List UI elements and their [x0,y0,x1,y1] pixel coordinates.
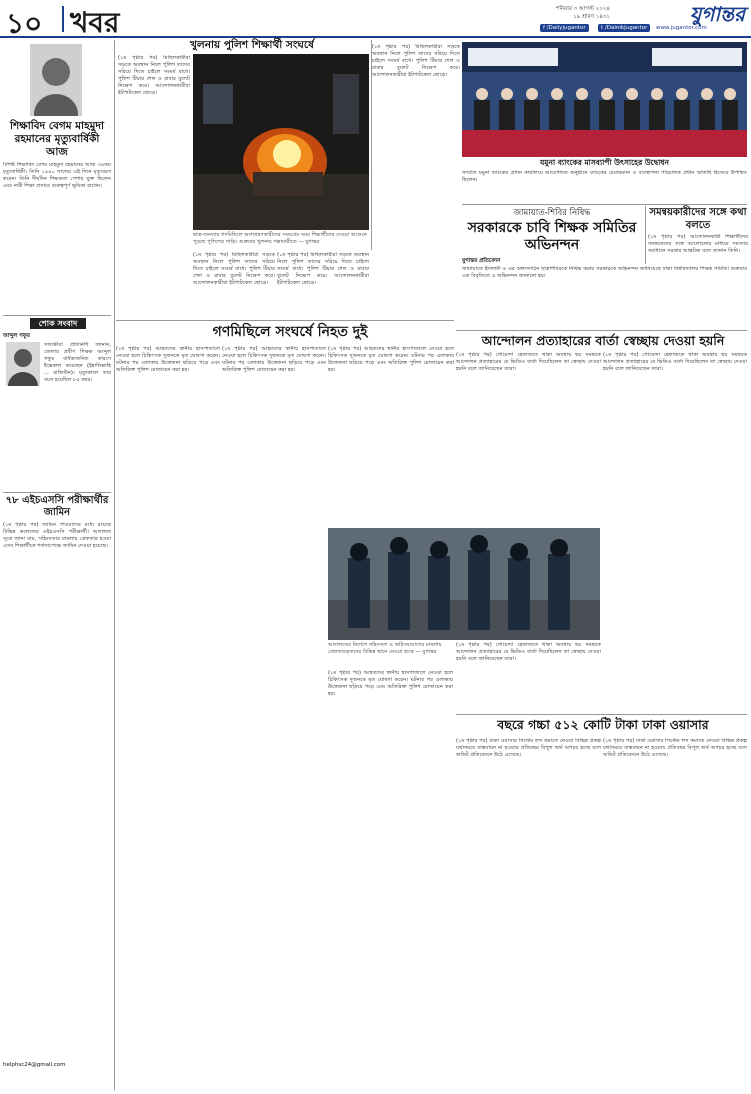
obituary-portrait [30,44,82,116]
portrait-silhouette [30,44,82,116]
khulna-caption: ছাত্র-জনতার গণমিছিলে অংশগ্রহণকারীদের সংঘর্ষের সময় শিক্ষার্থীদের দেওয়া আগুনে পুড়ছে পুলিশের গাড়ি। শুক্রবার খুলনায় গল্লামারীতে — যুগান্তর [193,232,367,245]
khulna-fire-photo [193,54,369,230]
section-title: খবর [70,6,120,39]
khulna-body-cont: (১ম পৃষ্ঠার পর) মিছিলকারীরা সড়কে অবস্থান নিলে পুলিশ তাদের সরিয়ে দিতে চাইলে সংঘর্ষ বাধে। পুলিশ টিয়ার শেল ও রাবার বুলেট নিক্ষেপ করে। আন্দোলনকারীরা ইটপাটকেল ছোড়ে। [372,44,460,78]
twitter-icon: t [601,25,605,31]
condolence-portrait [6,342,40,386]
hsc-bail-body: (১ম পৃষ্ঠার পর) জামিন পাওয়াদের মধ্যে রয়েছে বিভিন্ন কলেজের এইচএসসি পরীক্ষার্থী। আদালত সূত্রে জানা যায়, সহিংসতার মামলায় গ্রেফতার হওয়া এসব শিক্ষার্থীকে শর্তসাপেক্ষে জামিন দেওয়া হয়েছে। [3,522,111,549]
jamaat-byline: যুগান্তর প্রতিবেদন [462,258,501,264]
page-number: ১০ [6,7,43,40]
jamaat-title: সরকারকে চাবি শিক্ষক সমিতির অভিনন্দন [467,220,637,253]
masthead-logo: যুগান্তর [689,2,745,26]
issue-date [440,5,610,21]
divider [3,492,111,493]
protest-title: আন্দোলন প্রত্যাহারের বার্তা স্বেচ্ছায় দেওয়া হয়নি [481,333,725,348]
wasa-body-cont: (১ম পৃষ্ঠার পর) ঢাকা ওয়াসার সিস্টেম লস কমাতে নেওয়া বিভিন্ন প্রকল্প যথাসময়ে বাস্তবায়ন না হওয়ায় প্রতিবছর বিপুল অর্থ অপচয় হচ্ছে বলে অডিট প্রতিবেদনে উঠে এসেছে। [603,738,747,758]
header-divider [62,6,64,32]
khulna-body: (১ম পৃষ্ঠার পর) মিছিলকারীরা সড়কে অবস্থান নিলে পুলিশ তাদের সরিয়ে দিতে চাইলে সংঘর্ষ বাধে। পুলিশ টিয়ার শেল ও রাবার বুলেট নিক্ষেপ করে। আন্দোলনকারীরা ইটপাটকেল ছোড়ে। [118,55,190,96]
event-photo [462,42,747,157]
coordinators-body: (১ম পৃষ্ঠার পর) আন্দোলনকারী শিক্ষার্থীদের সমন্বয়কদের সঙ্গে আলোচনার মাধ্যমে সমস্যার সমাধানে সরকার আন্তরিক বলে জানান তিনি। [648,234,748,254]
facebook-icon: f [543,25,547,31]
twitter-link[interactable]: t /DainikJugantor [598,24,650,32]
wasa-body: (১ম পৃষ্ঠার পর) ঢাকা ওয়াসার সিস্টেম লস কমাতে নেওয়া বিভিন্ন প্রকল্প যথাসময়ে বাস্তবায়ন না হওয়ায় প্রতিবছর বিপুল অর্থ অপচয় হচ্ছে বলে অডিট প্রতিবেদনে উঠে এসেছে। [456,738,601,758]
divider [116,320,454,321]
gazipur-title: গণমিছিলে সংঘর্ষে নিহত দুই [212,324,368,340]
jamuna-caption: যমুনা ব্যাংকের মাসব্যাপী উৎসাহের উদ্বোধন [539,158,669,167]
protest-caption: আদালতের নির্দেশে সহিংসতা ও অগ্নিসংযোগের মামলায় গ্রেফতারকৃতদের বিভিন্ন স্থানে নেওয়া হচ্ছে — যুগান্তর [328,642,442,655]
fire-scene [193,54,369,230]
divider [3,315,111,316]
contact-email[interactable]: helphsc24@gmail.com [3,1062,66,1068]
website-link[interactable]: www.jugantor.com [656,25,707,31]
khulna-title: খুলনায় পুলিশ শিক্ষার্থী সংঘর্ষে [190,39,314,51]
condolence-title: শোক সংবাদ [30,318,86,329]
khulna-body-cont: (১ম পৃষ্ঠার পর) মিছিলকারীরা সড়কে অবস্থান নিলে পুলিশ তাদের সরিয়ে দিতে চাইলে সংঘর্ষ বাধে। পুলিশ টিয়ার শেল ও রাবার বুলেট নিক্ষেপ করে। আন্দোলনকারীরা ইটপাটকেল ছোড়ে। [193,252,275,286]
jamaat-body: জামায়াতে ইসলামী ও এর অঙ্গসংগঠন ছাত্রশিবিরকে নিষিদ্ধ করায় সরকারকে অভিনন্দন জানিয়েছে ঢাকা বিশ্ববিদ্যালয় শিক্ষক সমিতি। শুক্রবার এক বিবৃতিতে এ অভিনন্দন জানানো হয়। [462,266,747,279]
obituary-body: বিশিষ্ট শিক্ষাবিদ বেগম মাহমুদা রহমানের আজ ৩৪তম মৃত্যুবার্ষিকী। তিনি ১৯৯০ সালের এই দিনে মৃত্যুবরণ করেন। তিনি দীর্ঘদিন শিক্ষকতা পেশায় যুক্ত ছিলেন এবং নারী শিক্ষা প্রসারে গুরুত্বপূর্ণ ভূমিকা রাখেন। [3,162,111,189]
jamuna-body: সম্প্রতি যমুনা ব্যাংকের প্রধান কার্যালয়ে আয়োজিত অনুষ্ঠানে ব্যাংকের চেয়ারম্যান ও ব্যবস্থাপনা পরিচালক প্রধান অতিথি হিসেবে উপস্থিত ছিলেন। [462,170,747,183]
obituary-title: শিক্ষাবিদ বেগম মাহমুদা রহমানের মৃত্যুবার্ষিকী আজ [9,120,105,158]
divider [456,714,747,715]
hsc-bail-title: ৭৮ এইচএসসি পরীক্ষার্থীর জামিন [5,495,109,518]
protest-body-cont: (১ম পৃষ্ঠার পর) গোয়েন্দা হেফাজতে থাকা অবস্থায় ছয় সমন্বয়ক আন্দোলন প্রত্যাহারের যে ভিডিও বার্তা দিয়েছিলেন তা স্বেচ্ছায় দেওয়া হয়নি বলে জানিয়েছেন তারা। [456,642,601,662]
condolence-name: আব্দুল গফুর [3,333,30,339]
jamaat-kicker: জামায়াত-শিবির নিষিদ্ধ [513,208,591,218]
column-rule [114,40,115,1090]
divider [456,330,747,331]
khulna-body-cont: (১ম পৃষ্ঠার পর) মিছিলকারীরা সড়কে অবস্থান নিলে পুলিশ তাদের সরিয়ে দিতে চাইলে সংঘর্ষ বাধে। পুলিশ টিয়ার শেল ও রাবার বুলেট নিক্ষেপ করে। আন্দোলনকারীরা ইটপাটকেল ছোড়ে। [277,252,369,286]
condolence-body: সাতক্ষীরা প্রতিনিধি জানান, জেলার প্রবীণ শিক্ষক আব্দুল গফুর বার্ধক্যজনিত কারণে ইন্তেকাল করেছেন (ইন্নালিল্লাহি ... রাজিউন)। মৃত্যুকালে তার বয়স হয়েছিল ৮৫ বছর। [44,342,111,383]
column-rule [645,206,646,264]
protest-police-photo [328,528,600,640]
police-scene [328,528,600,640]
divider [462,204,747,205]
gazipur-body: (১ম পৃষ্ঠার পর) আহতদের স্থানীয় হাসপাতালে নেওয়া হলে চিকিৎসক দুজনকে মৃত ঘোষণা করেন। ঘটনার পর এলাকায় উত্তেজনা ছড়িয়ে পড়ে এবং অতিরিক্ত পুলিশ মোতায়েন করা হয়। [116,346,220,373]
protest-body: (১ম পৃষ্ঠার পর) গোয়েন্দা হেফাজতে থাকা অবস্থায় ছয় সমন্বয়ক আন্দোলন প্রত্যাহারের যে ভিডিও বার্তা দিয়েছিলেন তা স্বেচ্ছায় দেওয়া হয়নি বলে জানিয়েছেন তারা। [456,352,601,372]
jamuna-bank-photo [462,42,747,157]
date-line-2: ১৯ শ্রাবণ ১৪৩১ [573,14,610,20]
date-line-1: শনিবার ৩ আগস্ট ২০২৪ [556,6,610,12]
protest-body-cont: (১ম পৃষ্ঠার পর) গোয়েন্দা হেফাজতে থাকা অবস্থায় ছয় সমন্বয়ক আন্দোলন প্রত্যাহারের যে ভিডিও বার্তা দিয়েছিলেন তা স্বেচ্ছায় দেওয়া হয়নি বলে জানিয়েছেন তারা। [603,352,747,372]
gazipur-body-cont: (১ম পৃষ্ঠার পর) আহতদের স্থানীয় হাসপাতালে নেওয়া হলে চিকিৎসক দুজনকে মৃত ঘোষণা করেন। ঘটনার পর এলাকায় উত্তেজনা ছড়িয়ে পড়ে এবং অতিরিক্ত পুলিশ মোতায়েন করা হয়। [222,346,326,373]
gazipur-body-cont: (১ম পৃষ্ঠার পর) আহতদের স্থানীয় হাসপাতালে নেওয়া হলে চিকিৎসক দুজনকে মৃত ঘোষণা করেন। ঘটনার পর এলাকায় উত্তেজনা ছড়িয়ে পড়ে এবং অতিরিক্ত পুলিশ মোতায়েন করা হয়। [328,670,453,697]
wasa-title: বছরে গচ্চা ৫১২ কোটি টাকা ঢাকা ওয়াসার [497,717,709,732]
facebook-link[interactable]: f /Dailyjugantor [540,24,589,32]
gazipur-body-cont: (১ম পৃষ্ঠার পর) আহতদের স্থানীয় হাসপাতালে নেওয়া হলে চিকিৎসক দুজনকে মৃত ঘোষণা করেন। ঘটনার পর এলাকায় উত্তেজনা ছড়িয়ে পড়ে এবং অতিরিক্ত পুলিশ মোতায়েন করা হয়। [328,346,454,373]
coordinators-title: সমন্বয়কারীদের সঙ্গে কথা বলতে [649,207,747,231]
